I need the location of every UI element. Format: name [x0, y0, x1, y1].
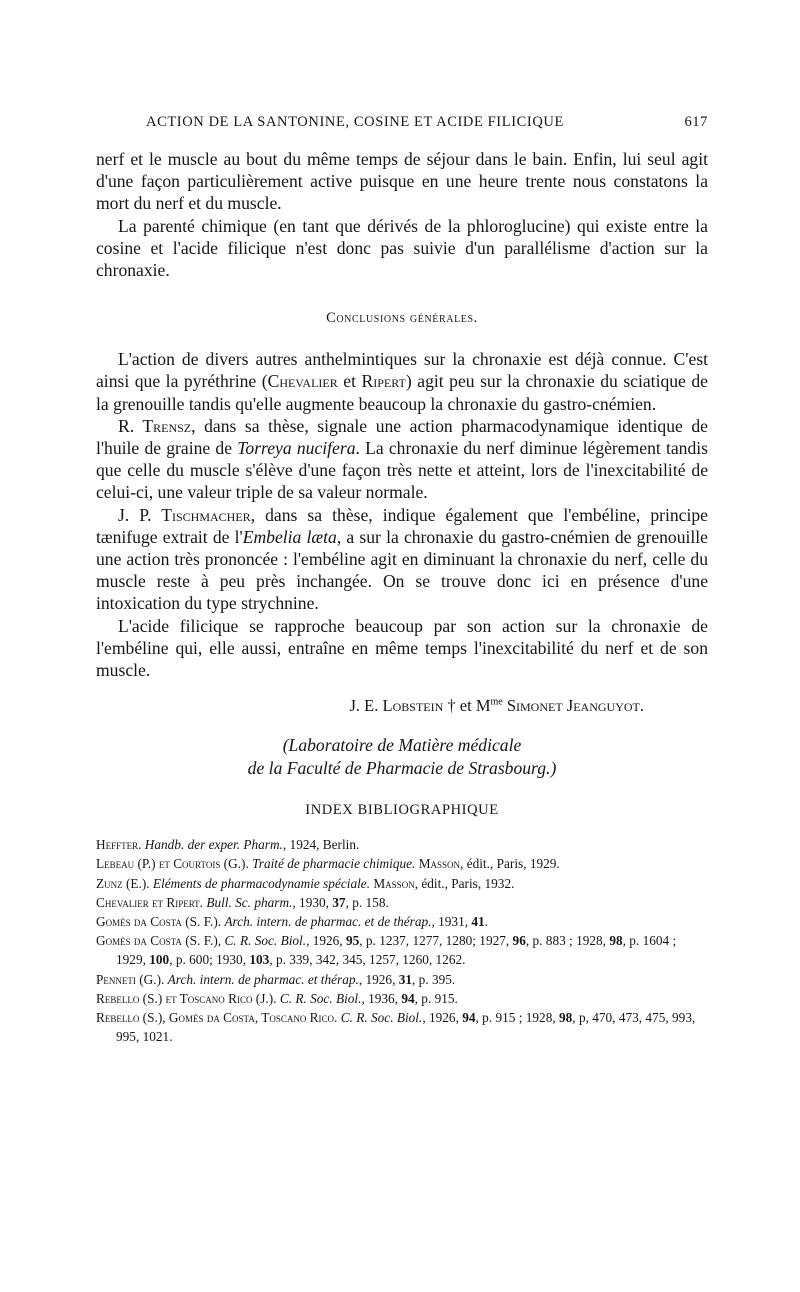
- species-name: Embelia læta: [242, 526, 337, 547]
- author-name: J. P. Tischmacher: [118, 504, 251, 525]
- paragraph-4: R. Trensz, dans sa thèse, signale une action pharmacodynamique identique de l'huile de graine de Torreya nucifera. La chronaxie du nerf diminue légèrement tandis que celle du muscle s'élève d'une façon très nette et atteint, lors de l'inexcitabilité de celui-ci, une valeur triple de sa valeur normale.: [96, 415, 708, 503]
- bibliography-entry: Gomès da Costa (S. F.), C. R. Soc. Biol., 1926, 95, p. 1237, 1277, 1280; 1927, 96, p. 883 ; 1928, 98, p. 1604 ; 1929, 100, p. 600; 1930, 103, p. 339, 342, 345, 1257, 1260, 1262.: [96, 933, 677, 968]
- bibliography-entry: Gomès da Costa (S. F.). Arch. intern. de pharmac. et de thérap., 1931, 41.: [96, 914, 488, 930]
- bibliography-title: INDEX BIBLIOGRAPHIQUE: [305, 802, 499, 819]
- bibliography-entry: Lebeau (P.) et Courtois (G.). Traité de pharmacie chimique. Masson, édit., Paris, 1929.: [96, 856, 560, 872]
- laboratory-affiliation: (Laboratoire de Matière médicale de la Faculté de Pharmacie de Strasbourg.): [247, 735, 557, 778]
- bibliography-entry: Rebello (S.), Gomès da Costa, Toscano Rico. C. R. Soc. Biol., 1926, 94, p. 915 ; 1928, 98, p, 470, 473, 475, 993, 995, 1021.: [96, 1010, 696, 1045]
- running-head-title: ACTION DE LA SANTONINE, COSINE ET ACIDE FILICIQUE: [146, 114, 564, 130]
- section-heading: Conclusions générales.: [326, 310, 478, 327]
- paragraph-3: L'action de divers autres anthelmintiques sur la chronaxie est déjà connue. C'est ainsi que la pyréthrine (Chevalier et Ripert) agit peu sur la chronaxie du sciatique de la grenouille tandis qu'elle augmente beaucoup la chronaxie du gastro-cnémien.: [96, 349, 708, 414]
- bibliography-entry: Chevalier et Ripert. Bull. Sc. pharm., 1930, 37, p. 158.: [96, 894, 389, 910]
- bibliography-entry: Rebello (S.) et Toscano Rico (J.). C. R. Soc. Biol., 1936, 94, p. 915.: [96, 990, 458, 1006]
- bibliography-entry: Zunz (E.). Eléments de pharmacodynamie spéciale. Masson, édit., Paris, 1932.: [96, 875, 515, 891]
- bibliography-list: [96, 835, 708, 1046]
- paragraph-5: J. P. Tischmacher, dans sa thèse, indique également que l'embéline, principe tænifuge extrait de l'Embelia læta, a sur la chronaxie du gastro-cnémien de grenouille une action très prononcée : l'embéline agit en diminuant la chronaxie du nerf, celle du muscle reste à peu près inchangée. On se trouve donc ici en présence d'une intoxication du type strychnine.: [96, 504, 708, 614]
- author-name: Ripert: [361, 371, 406, 392]
- paragraph-1: nerf et le muscle au bout du même temps de séjour dans le bain. Enfin, lui seul agit d'une façon particulièrement active puisque en une heure trente nous constatons la mort du nerf et du muscle.: [96, 149, 708, 214]
- author-name: R. Trensz: [118, 415, 192, 436]
- dagger-symbol: †: [447, 696, 456, 716]
- species-name: Torreya nucifera: [237, 438, 356, 459]
- author-name: Chevalier: [267, 371, 338, 392]
- paragraph-2: La parenté chimique (en tant que dérivés de la phloroglucine) qui existe entre la cosine et l'acide filicique n'est donc pas suivie d'un parallélisme d'action sur la chronaxie.: [96, 215, 708, 281]
- body-text: [96, 148, 708, 1047]
- signature: J. E. Lobstein † et $M^{me}$ Simonet Jeanguyot.: [349, 696, 644, 716]
- bibliography-entry: Heffter. Handb. der exper. Pharm., 1924, Berlin.: [96, 837, 360, 853]
- paragraph-6: L'acide filicique se rapproche beaucoup par son action sur la chronaxie de l'embéline qui, elle aussi, entraîne en même temps l'inexcitabilité du nerf et de son muscle.: [96, 615, 708, 681]
- bibliography-entry: Penneti (G.). Arch. intern. de pharmac. et thérap., 1926, 31, p. 395.: [96, 971, 456, 987]
- page-number: 617: [684, 114, 708, 130]
